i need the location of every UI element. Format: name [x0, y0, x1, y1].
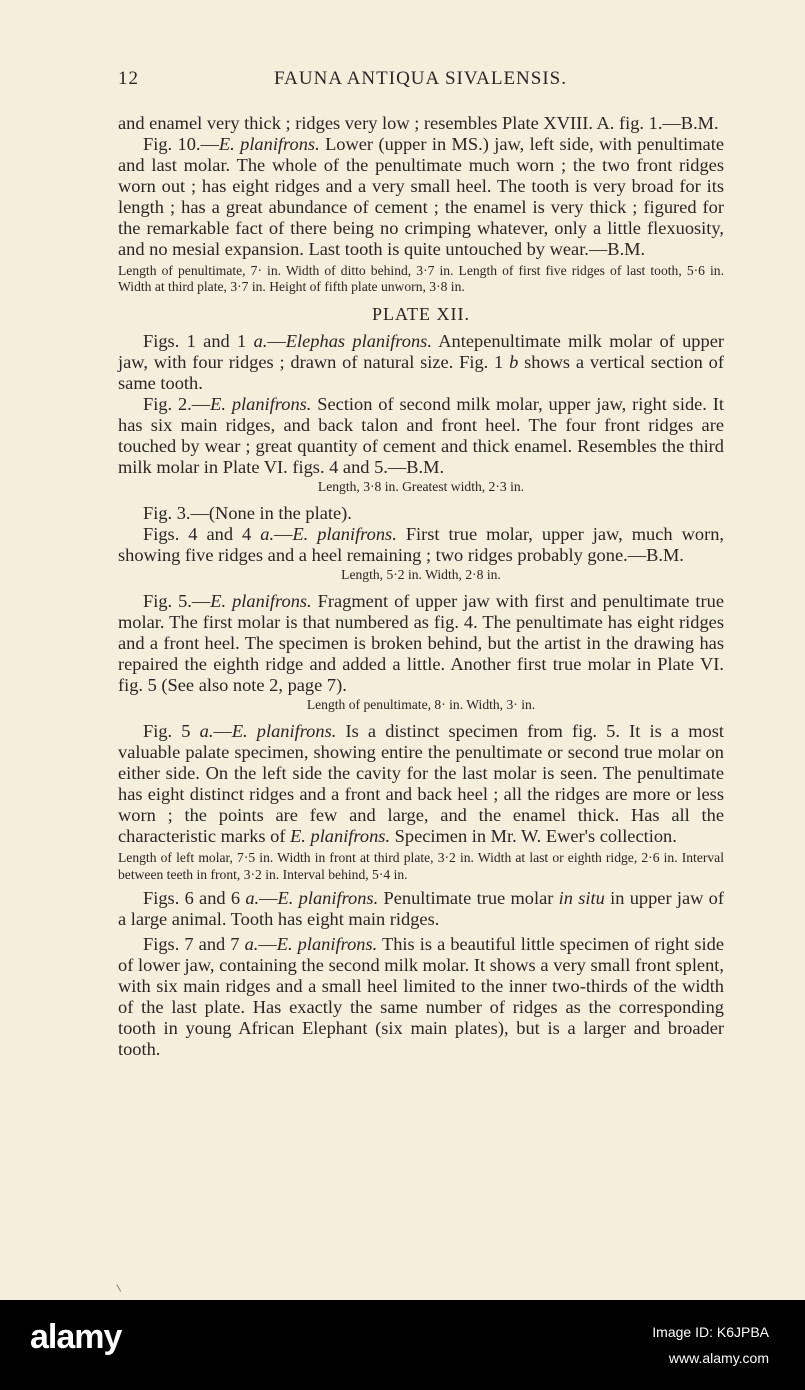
plate-heading-initial: P — [372, 303, 384, 324]
fig-label: Figs. 7 and 7 — [143, 934, 245, 955]
paragraph-figs-4 — [118, 524, 724, 566]
fig-letter: a. — [253, 330, 268, 351]
measurements-fig-5: Length of penultimate, 8· in. Width, 3· in. — [306, 697, 536, 713]
running-title: FAUNA ANTIQUA SIVALENSIS. — [274, 68, 567, 89]
paragraph-text: Section of second milk molar, upper jaw, right side. It has six main ridges, and back talon and front heel. The four front ridges are touched by wear ; great quantity of cement and thick enamel. Resembles the third milk molar in Plate VI. figs. 4 and 5.—B.M. — [118, 393, 724, 477]
paragraph-text: shows a vertical section of same tooth. — [118, 351, 724, 393]
dash: — — [213, 721, 232, 742]
species-name: E. planifrons. — [292, 523, 397, 544]
dash: — — [274, 523, 293, 544]
paragraph-continuation: and enamel very thick ; ridges very low ; resembles Plate XVIII. A. fig. 1.—B.M. — [118, 113, 719, 133]
fig-letter: a. — [245, 888, 260, 909]
species-name: E. planifrons. — [210, 591, 312, 612]
paragraph-figs-7 — [118, 934, 724, 1060]
species-name: E. planifrons. — [231, 721, 337, 742]
page-header — [118, 68, 723, 92]
plate-heading-rest: LATE XII. — [383, 303, 470, 324]
paragraph-fig-2 — [118, 394, 724, 478]
paragraph-text: Fragment of upper jaw with first and penultimate true molar. The first molar is that numbered as fig. 4. The penultimate has eight ridges and a front heel. The specimen is broken behind, but the artist in the drawing has repaired the eighth ridge and added a little. Another first true molar in Plate VI. fig. 5 (See also note 2, page 7). — [118, 591, 724, 696]
site-url: www.alamy.com — [668, 1350, 769, 1366]
species-name: E. planifrons. — [277, 888, 379, 909]
fig-letter: a. — [199, 721, 214, 742]
measurements-fig-2: Length, 3·8 in. Greatest width, 2·3 in. — [317, 478, 525, 494]
paragraph-fig-10 — [118, 134, 724, 260]
plate-heading — [118, 304, 724, 325]
dash: — — [258, 934, 277, 955]
paragraph-text: Is a distinct specimen from fig. 5. It is a most valuable palate specimen, showing entire the penultimate or second true molar on either side. On the left side the cavity for the last molar is seen. The penultimate has eight distinct ridges and a front and back heel ; all the ridges are more or less worn ; the points are few and large, and the enamel thick. Has all the characteristic marks of — [118, 721, 724, 847]
page-number: 12 — [118, 68, 139, 89]
species-name: Elephas planifrons. — [285, 330, 432, 351]
fig-label: Fig. 5 — [143, 721, 200, 742]
paragraph-text: in upper jaw of a large animal. Tooth has eight main ridges. — [118, 888, 724, 930]
dash: — — [259, 888, 278, 909]
paragraph-figs-6 — [118, 888, 724, 930]
paragraph-text: This is a beautiful little specimen of right side of lower jaw, containing the second milk molar. It shows a very small front splent, with six main ridges and a small heel limited to the inner two-thirds of the width of the last plate. Has exactly the same number of ridges as the corresponding tooth in young African Elephant (six main plates), but is a larger and broader tooth. — [118, 934, 724, 1060]
paragraph-figs-1 — [118, 331, 724, 394]
species-name: E. planifrons. — [210, 393, 312, 414]
species-name: E. planifrons. — [276, 934, 378, 955]
page-body — [118, 113, 724, 1060]
paragraph-text: First true molar, upper jaw, much worn, showing five ridges and a heel remaining ; two ridges probably gone.—B.M. — [118, 523, 724, 565]
alamy-logo: alamy — [30, 1318, 122, 1356]
fig-letter: b — [509, 351, 519, 372]
measurements-figs-4: Length, 5·2 in. Width, 2·8 in. — [341, 566, 501, 582]
paragraph-fig-5a — [118, 721, 724, 847]
fig-label: Figs. 1 and 1 — [143, 330, 254, 351]
measurements-fig-5a: Length of left molar, 7·5 in. Width in front at third plate, 3·2 in. Width at last or eighth ridge, 2·6 in. Interval between teeth in front, 3·2 in. Interval behind, 5·4 in. — [118, 850, 724, 882]
paragraph-text: Antepenultimate milk molar of upper jaw, with four ridges ; drawn of natural size. Fig. 1 — [118, 330, 724, 372]
paragraph-fig-3: Fig. 3.—(None in the plate). — [143, 502, 352, 523]
image-id: Image ID: K6JPBA — [652, 1324, 769, 1340]
paragraph-text: Lower (upper in MS.) jaw, left side, with penultimate and last molar. The whole of the penultimate much worn ; the two front ridges worn out ; has eight ridges and a very small heel. The tooth is very broad for its length ; has a great abundance of cement ; the enamel is very thick ; figured for the remarkable fact of there being no crimping whatever, only a little flexuosity, and no mesial expansion. Last tooth is quite untouched by wear.—B.M. — [118, 134, 724, 259]
dash: — — [267, 330, 286, 351]
paragraph-text: Penultimate true molar — [378, 888, 559, 909]
fig-letter: a. — [244, 934, 259, 955]
page-mark — [116, 1282, 124, 1291]
species-name: E. planifrons. — [218, 134, 320, 154]
fig-label: Figs. 6 and 6 — [143, 888, 246, 909]
fig-label: Fig. 2.— — [143, 393, 211, 414]
fig-label: Fig. 5.— — [143, 591, 211, 612]
paragraph-fig-5 — [118, 591, 724, 696]
fig-label: Fig. 10.— — [143, 134, 219, 154]
fig-label: Figs. 4 and 4 — [143, 523, 261, 544]
paragraph-text: Specimen in Mr. W. Ewer's collection. — [390, 826, 677, 847]
species-name: E. planifrons. — [290, 826, 391, 847]
fig-letter: a. — [260, 523, 275, 544]
latin-term: in situ — [558, 888, 605, 909]
measurements-fig-10: Length of penultimate, 7· in. Width of ditto behind, 3·7 in. Length of first five ridges of last tooth, 5·6 in. Width at third plate, 3·7 in. Height of fifth plate unworn, 3·8 in. — [118, 263, 724, 295]
